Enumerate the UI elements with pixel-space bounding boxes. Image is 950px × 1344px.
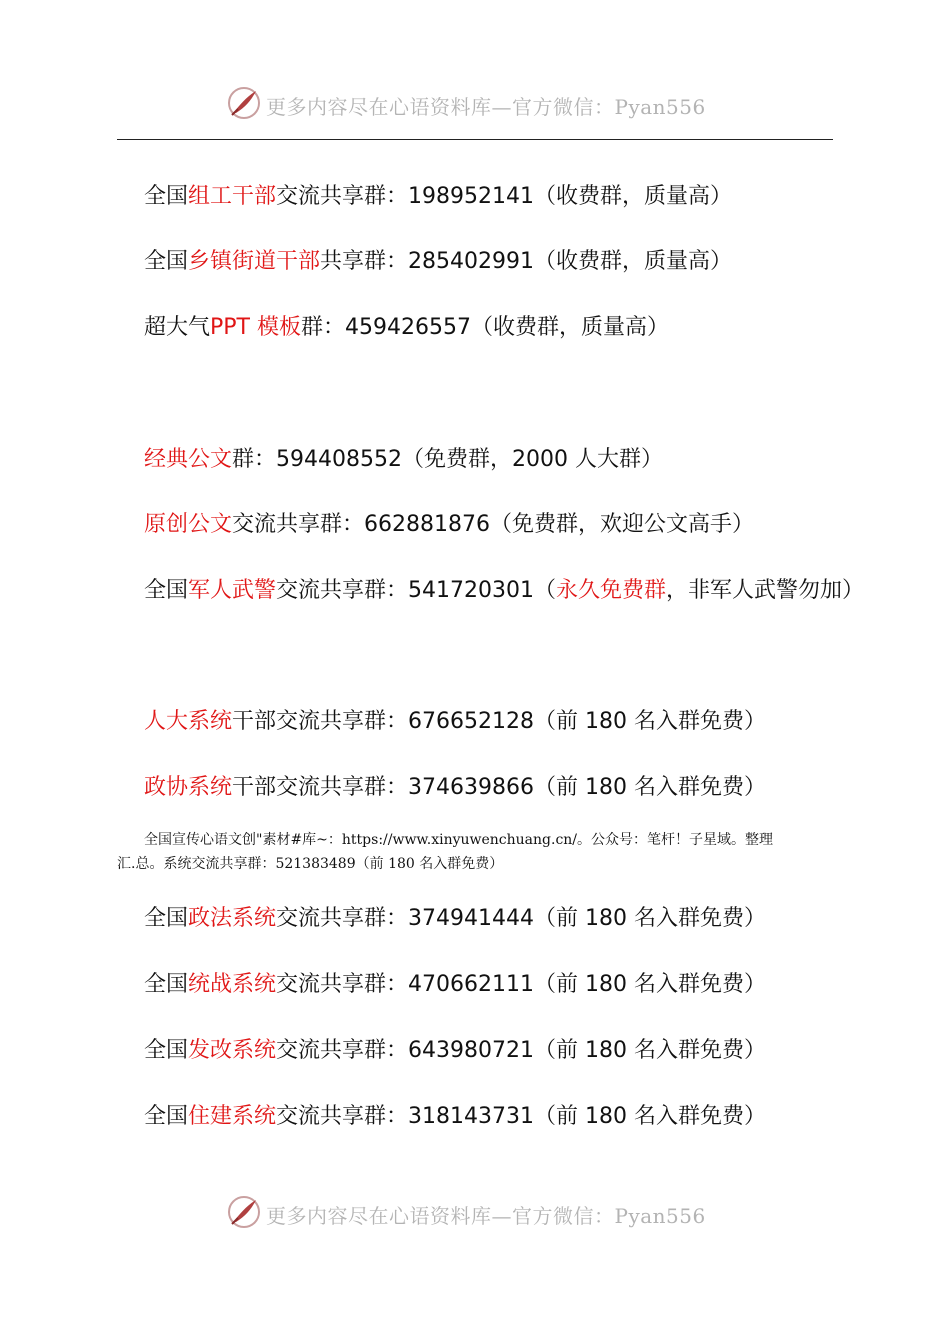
- line-prefix: 全国: [144, 906, 189, 931]
- group-line: [144, 182, 732, 212]
- group-line: [144, 247, 732, 277]
- line-highlight: 经典公文: [144, 447, 233, 472]
- line-highlight-2: 永久免费群: [556, 578, 667, 603]
- banner-wechat-id: Pyan556: [614, 1204, 706, 1228]
- footer-banner-text: [266, 1200, 706, 1229]
- line-highlight: 军人武警: [188, 578, 277, 603]
- banner-slogan: 更多内容尽在心语资料库—官方微信：: [266, 95, 615, 119]
- header-banner-text: [266, 91, 706, 120]
- line-highlight: 乡镇街道干部: [188, 249, 321, 274]
- line-suffix: 交流共享群：318143731（前 180 名入群免费）: [276, 1104, 766, 1129]
- group-line: [144, 773, 766, 803]
- line-mid: 交流共享群：541720301（: [276, 578, 557, 603]
- line-prefix: 全国: [144, 184, 189, 209]
- line-suffix: 干部交流共享群：374639866（前 180 名入群免费）: [232, 775, 766, 800]
- line-highlight: 原创公文: [144, 512, 233, 537]
- header-banner: [0, 85, 950, 125]
- group-line: [144, 1036, 766, 1066]
- line-suffix: 共享群：285402991（收费群，质量高）: [320, 249, 733, 274]
- line-suffix: 交流共享群：470662111（前 180 名入群免费）: [276, 972, 766, 997]
- group-line: [144, 1102, 766, 1132]
- line-highlight: 组工干部: [188, 184, 277, 209]
- line-suffix: 干部交流共享群：676652128（前 180 名入群免费）: [232, 709, 766, 734]
- line-suffix: 交流共享群：662881876（免费群，欢迎公文高手）: [232, 512, 754, 537]
- group-line: [144, 707, 766, 737]
- header-rule: [117, 139, 833, 140]
- line-prefix: 全国: [144, 1038, 189, 1063]
- line-suffix: 群：459426557（收费群，质量高）: [300, 315, 669, 340]
- line-highlight: PPT 模板: [210, 315, 301, 340]
- line-prefix: 超大气: [144, 315, 211, 340]
- group-line: [144, 576, 864, 606]
- line-highlight: 政法系统: [188, 906, 277, 931]
- line-suffix: 交流共享群：374941444（前 180 名入群免费）: [276, 906, 766, 931]
- banner-slogan: 更多内容尽在心语资料库—官方微信：: [266, 1204, 615, 1228]
- line-highlight: 发改系统: [188, 1038, 277, 1063]
- line-highlight: 政协系统: [144, 775, 233, 800]
- line-highlight: 人大系统: [144, 709, 233, 734]
- source-note: [117, 828, 837, 876]
- line-prefix: 全国: [144, 578, 189, 603]
- line-prefix: 全国: [144, 972, 189, 997]
- group-line: [144, 445, 663, 475]
- line-highlight: 统战系统: [188, 972, 277, 997]
- line-suffix: 交流共享群：643980721（前 180 名入群免费）: [276, 1038, 766, 1063]
- group-line: [144, 510, 754, 540]
- group-line: [144, 970, 766, 1000]
- note-line-2: 汇.总。系统交流共享群：521383489（前 180 名入群免费）: [117, 856, 504, 872]
- note-line-1: 全国宣传心语文创"素材#库~：https://www.xinyuwenchuang.cn/。公众号：笔杆！子星域。整理: [144, 832, 774, 848]
- line-prefix: 全国: [144, 249, 189, 274]
- quill-logo-icon: [226, 85, 262, 121]
- footer-banner: [0, 1194, 950, 1234]
- line-prefix: 全国: [144, 1104, 189, 1129]
- line-suffix: ，非军人武警勿加）: [666, 578, 865, 603]
- group-line: [144, 904, 766, 934]
- line-suffix: 交流共享群：198952141（收费群，质量高）: [276, 184, 733, 209]
- line-suffix: 群：594408552（免费群，2000 人大群）: [232, 447, 663, 472]
- quill-logo-icon: [226, 1194, 262, 1230]
- banner-wechat-id: Pyan556: [614, 95, 706, 119]
- group-line: [144, 313, 669, 343]
- line-highlight: 住建系统: [188, 1104, 277, 1129]
